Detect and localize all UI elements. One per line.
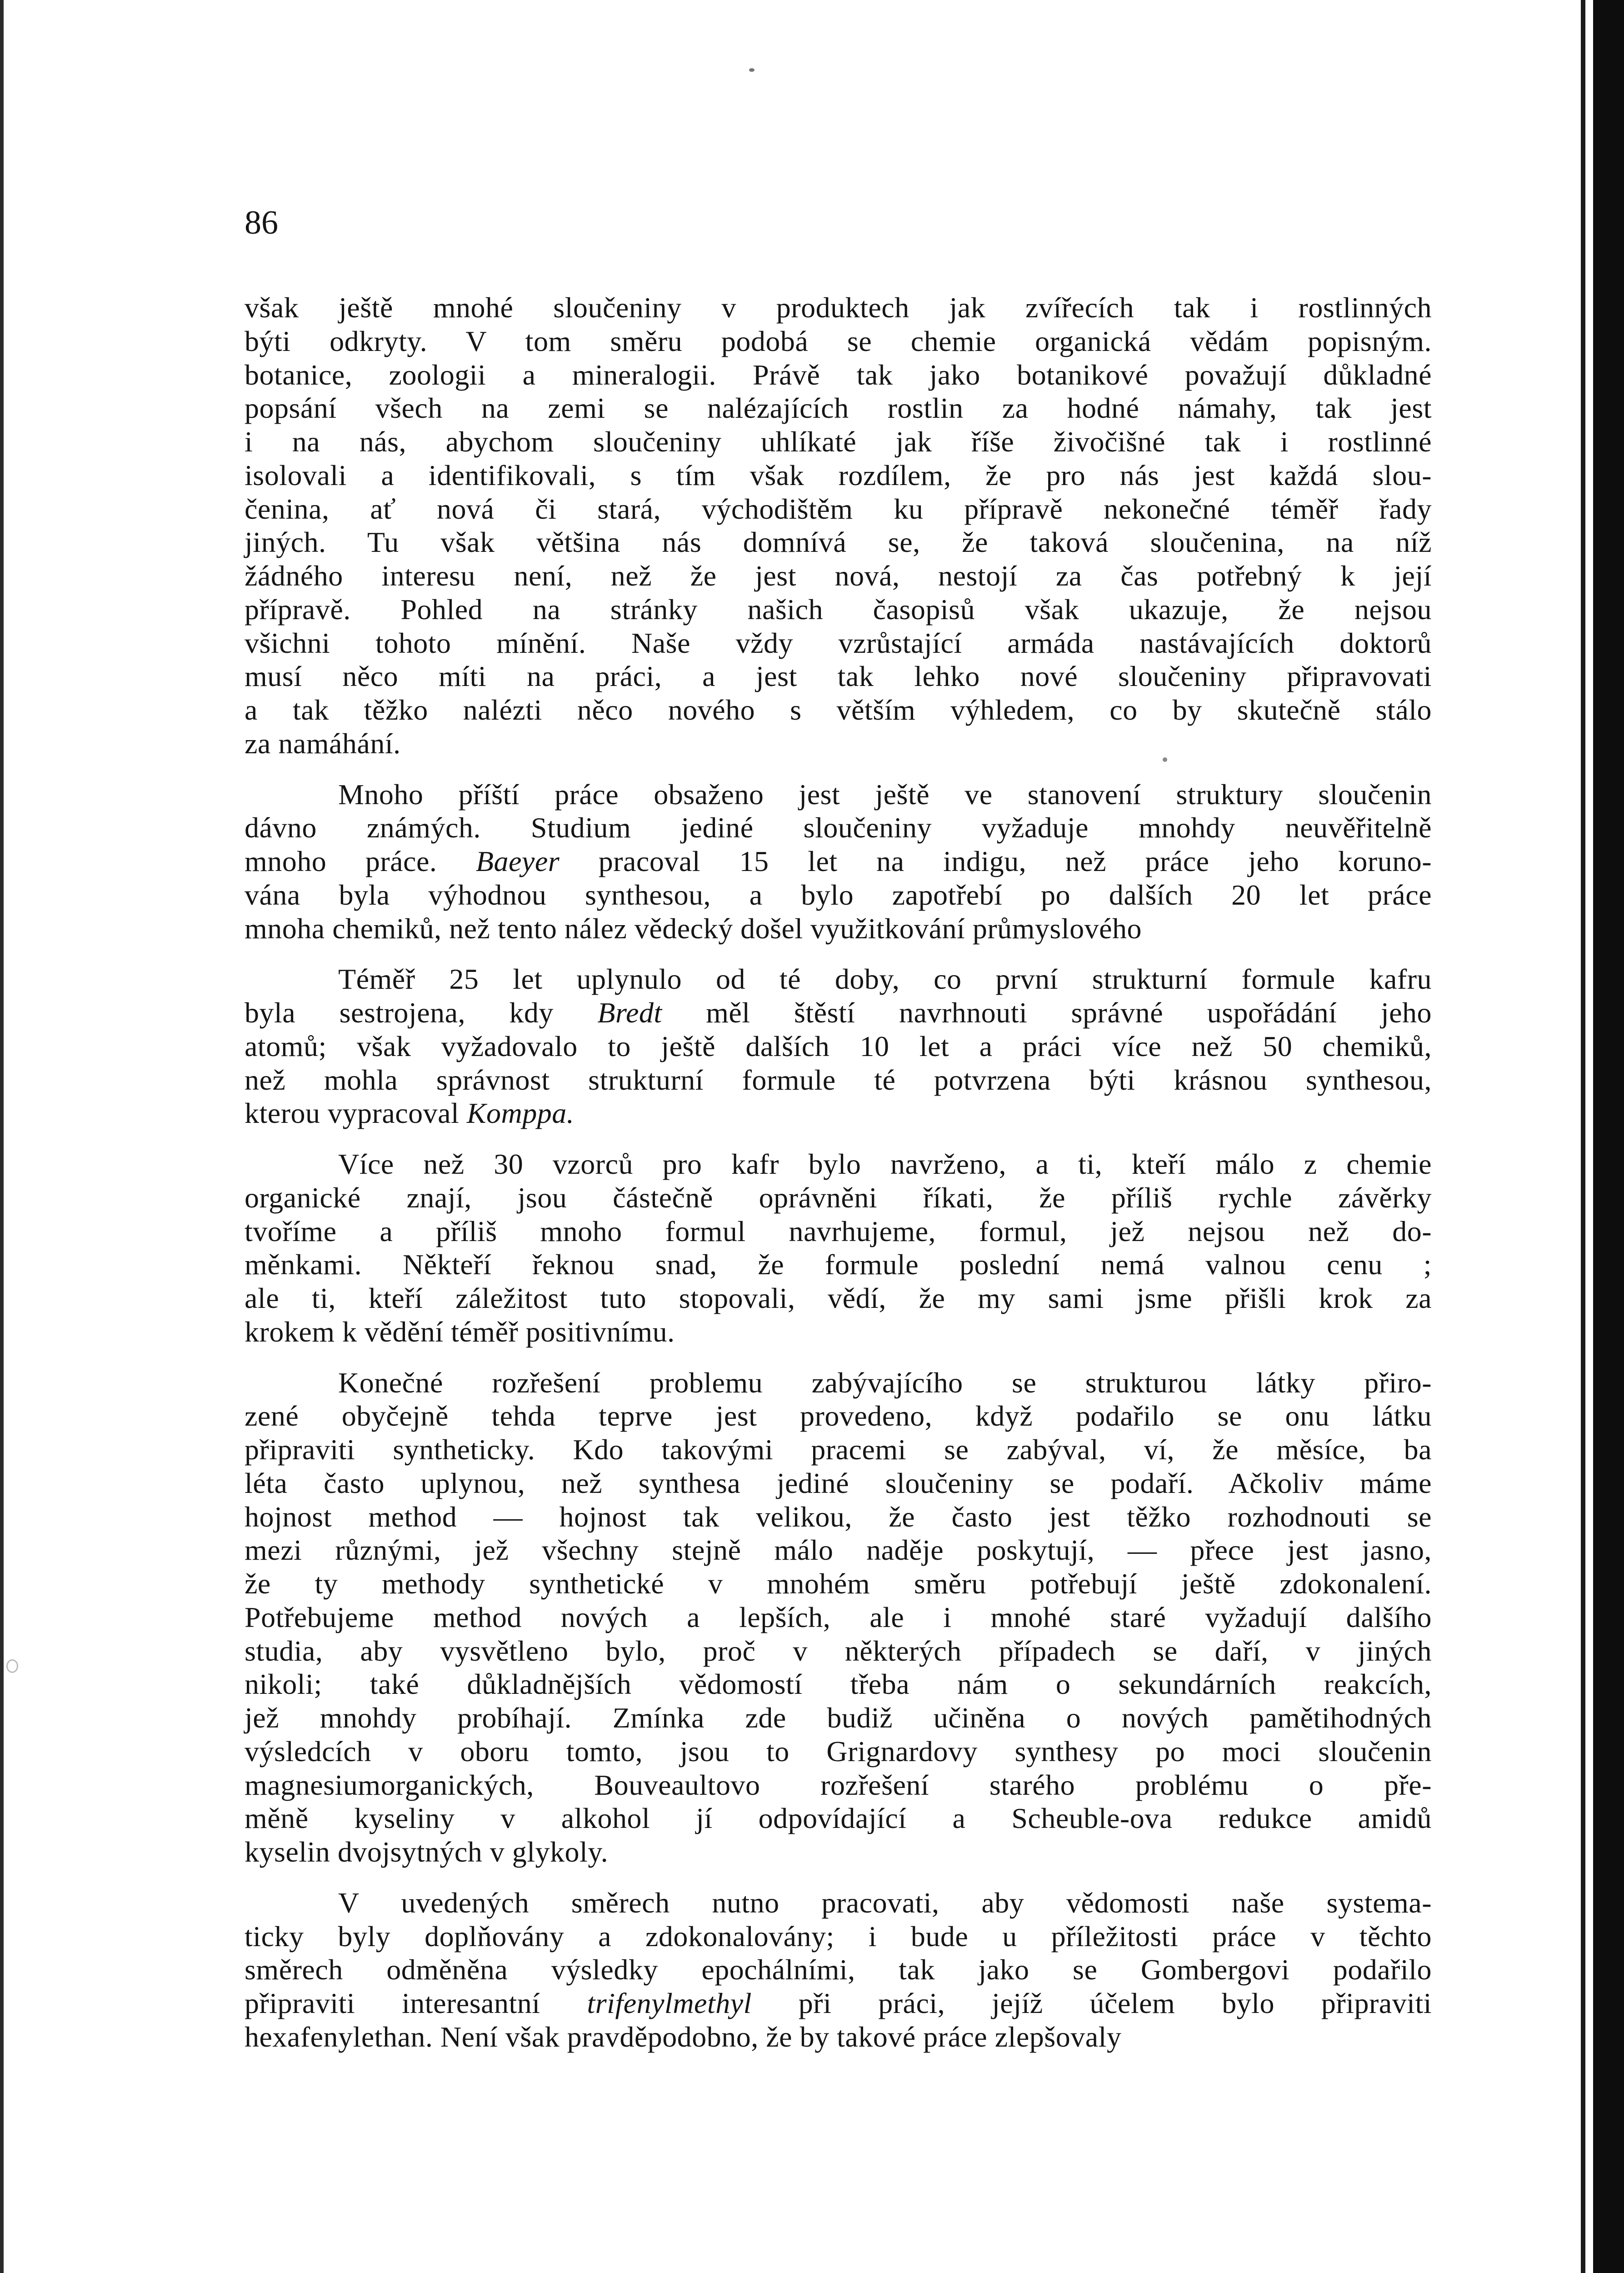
text-line: isolovali a identifikovali, s tím však rozdílem, že pro nás jest každá slou- <box>245 459 1432 491</box>
text-line: ticky byly doplňovány a zdokonalovány; i bude u příležitosti práce v těchto <box>245 1920 1432 1953</box>
text-line: jež mnohdy probíhají. Zmínka zde budiž učiněna o nových pamětihodných <box>245 1702 1432 1734</box>
text-line: studia, aby vysvětleno bylo, proč v některých případech se daří, v jiných <box>245 1634 1432 1667</box>
paragraph-gap <box>245 1130 1432 1147</box>
paragraph <box>245 291 1432 761</box>
text-line: magnesiumorganických, Bouveaultovo rozřešení starého problému o pře- <box>245 1768 1432 1801</box>
text-line: však ještě mnohé sloučeniny v produktech jak zvířecích tak i rostlinných <box>245 291 1432 324</box>
paragraph-gap <box>245 761 1432 778</box>
scan-speck <box>6 1659 18 1673</box>
text-line: žádného interesu není, než že jest nová, nestojí za čas potřebný k její <box>245 560 1432 592</box>
text-line: Mnoho příští práce obsaženo jest ještě ve stanovení struktury sloučenin <box>338 778 1432 811</box>
paragraph-gap <box>245 945 1432 962</box>
text-line: mnoha chemiků, než tento nález vědecký došel využitkování průmyslového <box>245 912 1142 945</box>
text-line: že ty methody synthetické v mnohém směru potřebují ještě zdokonalení. <box>245 1567 1432 1600</box>
text-line: zené obyčejně tehda teprve jest provedeno, když podařilo se onu látku <box>245 1400 1432 1432</box>
text-line: přípravě. Pohled na stránky našich časopisů však ukazuje, že nejsou <box>245 593 1432 626</box>
text-line: než mohla správnost strukturní formule té potvrzena býti krásnou synthesou, <box>245 1063 1432 1096</box>
text-line: vána byla výhodnou synthesou, a bylo zapotřebí po dalších 20 let práce <box>245 878 1432 911</box>
body-text <box>245 291 1432 2054</box>
text-line: Téměř 25 let uplynulo od té doby, co první strukturní formule kafru <box>338 963 1432 996</box>
text-line: i na nás, abychom sloučeniny uhlíkaté jak říše živočišné tak i rostlinné <box>245 426 1432 458</box>
text-line: ale ti, kteří záležitost tuto stopovali, vědí, že my sami jsme přišli krok za <box>245 1282 1432 1314</box>
text-line: směrech odměněna výsledky epochálními, tak jako se Gombergovi podařilo <box>245 1953 1432 1986</box>
text-line: nikoli; také důkladnějších vědomostí třeba nám o sekundárních reakcích, <box>245 1668 1432 1701</box>
text-line: jiných. Tu však většina nás domnívá se, že taková sloučenina, na níž <box>245 526 1432 559</box>
paragraph-gap <box>245 1869 1432 1886</box>
text-line: všichni tohoto mínění. Naše vždy vzrůstající armáda nastávajících doktorů <box>245 626 1432 659</box>
scan-speck <box>749 68 755 72</box>
text-line: připraviti syntheticky. Kdo takovými pracemi se zabýval, ví, že měsíce, ba <box>245 1433 1432 1466</box>
paragraph <box>245 1886 1432 2054</box>
text-line: hexafenylethan. Není však pravděpodobno, že by takové práce zlepšovaly <box>245 2020 1122 2053</box>
text-line: dávno známých. Studium jediné sloučeniny vyžaduje mnohdy neuvěřitelně <box>245 811 1432 844</box>
text-line: a tak těžko nalézti něco nového s větším výhledem, co by skutečně stálo <box>245 694 1432 726</box>
text-line: za namáhání. <box>245 727 401 760</box>
text-line: mezi různými, jež všechny stejně málo naděje poskytují, — přece jest jasno, <box>245 1534 1432 1567</box>
text-line: V uvedených směrech nutno pracovati, aby vědomosti naše systema- <box>338 1886 1432 1919</box>
text-line: Více než 30 vzorců pro kafr bylo navrženo, a ti, kteří málo z chemie <box>338 1148 1432 1180</box>
text-line: organické znají, jsou částečně oprávněni říkati, že příliš rychle závěrky <box>245 1181 1432 1214</box>
text-line: býti odkryty. V tom směru podobá se chemie organická vědám popisným. <box>245 325 1432 357</box>
text-line: čenina, ať nová či stará, východištěm ku přípravě nekonečné téměř řady <box>245 492 1432 525</box>
text-line: Konečné rozřešení problemu zabývajícího se strukturou látky přiro- <box>338 1366 1432 1399</box>
emphasized-term: trifenylmethyl <box>587 1987 752 2019</box>
text-line: léta často uplynou, než synthesa jediné sloučeniny se podaří. Ačkoliv máme <box>245 1467 1432 1499</box>
emphasized-term: Bredt <box>597 996 662 1029</box>
paragraph <box>245 778 1432 946</box>
text-line: měnkami. Někteří řeknou snad, že formule poslední nemá valnou cenu ; <box>245 1248 1432 1281</box>
emphasized-term: Baeyer <box>475 845 560 877</box>
emphasized-term: Komppa. <box>466 1097 575 1130</box>
text-line: kterou vypracoval Komppa. <box>245 1097 575 1130</box>
text-line: kyselin dvojsytných v glykoly. <box>245 1836 609 1868</box>
text-line: měně kyseliny v alkohol jí odpovídající a Scheuble-ova redukce amidů <box>245 1802 1432 1835</box>
paragraph <box>245 962 1432 1130</box>
paragraph <box>245 1366 1432 1869</box>
page-number: 86 <box>245 204 278 241</box>
text-line: mnoho práce. Baeyer pracoval 15 let na indigu, než práce jeho koruno- <box>245 845 1432 877</box>
text-line: tvoříme a příliš mnoho formul navrhujeme, formul, jež nejsou než do- <box>245 1215 1432 1247</box>
text-line: připraviti interesantní trifenylmethyl při práci, jejíž účelem bylo připraviti <box>245 1987 1432 2019</box>
text-line: krokem k vědění téměř positivnímu. <box>245 1315 675 1348</box>
text-line: výsledcích v oboru tomto, jsou to Grignardovy synthesy po moci sloučenin <box>245 1735 1432 1767</box>
scan-right-edge <box>1593 0 1624 2273</box>
text-line: Potřebujeme method nových a lepších, ale i mnohé staré vyžadují dalšího <box>245 1601 1432 1633</box>
scan-right-edge-inner <box>1581 0 1585 2273</box>
text-line: byla sestrojena, kdy Bredt měl štěstí navrhnouti správné uspořádání jeho <box>245 996 1432 1029</box>
text-line: atomů; však vyžadovalo to ještě dalších 10 let a práci více než 50 chemiků, <box>245 1030 1432 1062</box>
text-line: hojnost method — hojnost tak velikou, že často jest těžko rozhodnouti se <box>245 1500 1432 1533</box>
text-line: botanice, zoologii a mineralogii. Právě tak jako botanikové považují důkladné <box>245 358 1432 391</box>
scan-left-edge <box>0 0 4 2273</box>
text-line: popsání všech na zemi se nalézajících rostlin za hodné námahy, tak jest <box>245 392 1432 425</box>
text-line: musí něco míti na práci, a jest tak lehko nové sloučeniny připravovati <box>245 660 1432 693</box>
paragraph <box>245 1147 1432 1349</box>
paragraph-gap <box>245 1349 1432 1366</box>
